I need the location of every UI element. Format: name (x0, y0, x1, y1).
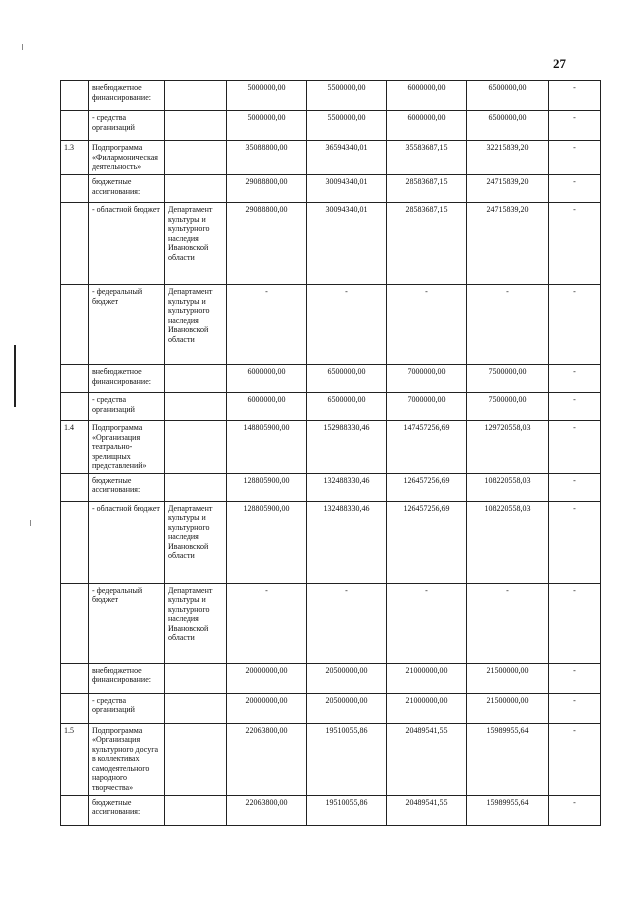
cell-v2: 132488330,46 (307, 473, 387, 501)
cell-name: - федеральный бюджет (89, 583, 165, 663)
cell-v5: - (549, 141, 601, 175)
cell-idx (61, 501, 89, 583)
table-row (61, 111, 601, 141)
cell-idx (61, 81, 89, 111)
cell-v1: 128805900,00 (227, 501, 307, 583)
table-row (61, 393, 601, 421)
cell-idx: 1.3 (61, 141, 89, 175)
cell-v4: 7500000,00 (467, 393, 549, 421)
cell-v2: 132488330,46 (307, 501, 387, 583)
cell-v4: 108220558,03 (467, 473, 549, 501)
table-row (61, 795, 601, 825)
cell-name: Подпрограмма «Филармоническая деятельность» (89, 141, 165, 175)
cell-v2: - (307, 583, 387, 663)
cell-v4: - (467, 285, 549, 365)
cell-v1: 22063800,00 (227, 795, 307, 825)
cell-v4: 6500000,00 (467, 111, 549, 141)
cell-v1: 6000000,00 (227, 393, 307, 421)
cell-v1: 5000000,00 (227, 111, 307, 141)
page-number: 27 (553, 56, 566, 71)
table-row (61, 693, 601, 723)
cell-name: внебюджетное финансирование: (89, 663, 165, 693)
cell-v5: - (549, 795, 601, 825)
cell-v5: - (549, 175, 601, 203)
cell-v1: 5000000,00 (227, 81, 307, 111)
table-row (61, 141, 601, 175)
cell-idx (61, 473, 89, 501)
cell-executor: Департамент культуры и культурного наследия Ивановской области (165, 285, 227, 365)
cell-v1: 148805900,00 (227, 421, 307, 474)
cell-executor (165, 421, 227, 474)
table-row (61, 473, 601, 501)
cell-name: - областной бюджет (89, 501, 165, 583)
cell-v3: 35583687,15 (387, 141, 467, 175)
cell-v2: 36594340,01 (307, 141, 387, 175)
cell-executor (165, 81, 227, 111)
cell-v5: - (549, 285, 601, 365)
cell-executor (165, 141, 227, 175)
cell-idx (61, 111, 89, 141)
cell-v4: 108220558,03 (467, 501, 549, 583)
cell-v3: 28583687,15 (387, 203, 467, 285)
table-row (61, 663, 601, 693)
cell-v4: 6500000,00 (467, 81, 549, 111)
cell-v5: - (549, 663, 601, 693)
cell-v2: - (307, 285, 387, 365)
cell-v2: 5500000,00 (307, 81, 387, 111)
cell-v4: 15989955,64 (467, 795, 549, 825)
cell-v1: - (227, 583, 307, 663)
cell-v3: 7000000,00 (387, 365, 467, 393)
cell-v4: 15989955,64 (467, 723, 549, 795)
cell-idx (61, 393, 89, 421)
cell-v3: 21000000,00 (387, 663, 467, 693)
cell-v3: 7000000,00 (387, 393, 467, 421)
cell-idx: 1.5 (61, 723, 89, 795)
cell-name: Подпрограмма «Организация культурного досуга в коллективах самодеятельного народного творчества» (89, 723, 165, 795)
cell-idx (61, 175, 89, 203)
cell-executor: Департамент культуры и культурного наследия Ивановской области (165, 583, 227, 663)
cell-v4: - (467, 583, 549, 663)
cell-v1: 20000000,00 (227, 693, 307, 723)
cell-v2: 30094340,01 (307, 203, 387, 285)
cell-executor (165, 473, 227, 501)
cell-v4: 21500000,00 (467, 693, 549, 723)
cell-executor (165, 365, 227, 393)
cell-idx (61, 285, 89, 365)
cell-v4: 24715839,20 (467, 175, 549, 203)
cell-v3: - (387, 285, 467, 365)
cell-idx (61, 203, 89, 285)
cell-v5: - (549, 723, 601, 795)
cell-v4: 32215839,20 (467, 141, 549, 175)
cell-name: внебюджетное финансирование: (89, 81, 165, 111)
budget-table (60, 80, 601, 826)
table-row (61, 285, 601, 365)
cell-v5: - (549, 693, 601, 723)
cell-name: Подпрограмма «Организация театрально-зрелищных представлений» (89, 421, 165, 474)
cell-v2: 152988330,46 (307, 421, 387, 474)
cell-v3: 20489541,55 (387, 795, 467, 825)
cell-v2: 19510055,86 (307, 795, 387, 825)
cell-v2: 6500000,00 (307, 365, 387, 393)
cell-v5: - (549, 473, 601, 501)
cell-v1: 35088800,00 (227, 141, 307, 175)
cell-v1: 20000000,00 (227, 663, 307, 693)
cell-name: внебюджетное финансирование: (89, 365, 165, 393)
cell-v5: - (549, 583, 601, 663)
cell-idx (61, 795, 89, 825)
cell-v2: 20500000,00 (307, 693, 387, 723)
table-row (61, 365, 601, 393)
cell-executor (165, 393, 227, 421)
cell-v3: 28583687,15 (387, 175, 467, 203)
cell-v1: - (227, 285, 307, 365)
cell-name: - средства организаций (89, 111, 165, 141)
table-row (61, 583, 601, 663)
cell-v4: 7500000,00 (467, 365, 549, 393)
cell-idx (61, 583, 89, 663)
cell-v5: - (549, 365, 601, 393)
cell-idx: 1.4 (61, 421, 89, 474)
cell-v1: 6000000,00 (227, 365, 307, 393)
scan-margin-mark (30, 520, 31, 526)
cell-v4: 24715839,20 (467, 203, 549, 285)
cell-name: - средства организаций (89, 393, 165, 421)
cell-v1: 128805900,00 (227, 473, 307, 501)
cell-executor (165, 693, 227, 723)
cell-v2: 6500000,00 (307, 393, 387, 421)
cell-idx (61, 365, 89, 393)
cell-v3: 21000000,00 (387, 693, 467, 723)
cell-name: бюджетные ассигнования: (89, 175, 165, 203)
cell-executor (165, 663, 227, 693)
cell-v5: - (549, 421, 601, 474)
table-row (61, 501, 601, 583)
cell-v5: - (549, 501, 601, 583)
cell-v1: 29088800,00 (227, 203, 307, 285)
table-row (61, 421, 601, 474)
cell-v5: - (549, 81, 601, 111)
cell-v2: 5500000,00 (307, 111, 387, 141)
cell-executor (165, 723, 227, 795)
cell-executor (165, 111, 227, 141)
cell-v5: - (549, 111, 601, 141)
cell-executor: Департамент культуры и культурного наследия Ивановской области (165, 203, 227, 285)
cell-name: бюджетные ассигнования: (89, 795, 165, 825)
cell-v4: 129720558,03 (467, 421, 549, 474)
cell-v3: 147457256,69 (387, 421, 467, 474)
cell-v2: 19510055,86 (307, 723, 387, 795)
cell-v5: - (549, 393, 601, 421)
cell-name: - средства организаций (89, 693, 165, 723)
cell-v3: 126457256,69 (387, 501, 467, 583)
table-row (61, 175, 601, 203)
cell-executor (165, 175, 227, 203)
cell-v3: 6000000,00 (387, 81, 467, 111)
cell-name: бюджетные ассигнования: (89, 473, 165, 501)
cell-v3: 20489541,55 (387, 723, 467, 795)
cell-idx (61, 663, 89, 693)
cell-v3: 6000000,00 (387, 111, 467, 141)
cell-v4: 21500000,00 (467, 663, 549, 693)
cell-executor: Департамент культуры и культурного наследия Ивановской области (165, 501, 227, 583)
cell-v2: 20500000,00 (307, 663, 387, 693)
table-row (61, 203, 601, 285)
cell-v1: 22063800,00 (227, 723, 307, 795)
table-row (61, 723, 601, 795)
cell-name: - федеральный бюджет (89, 285, 165, 365)
cell-v2: 30094340,01 (307, 175, 387, 203)
cell-v3: 126457256,69 (387, 473, 467, 501)
scan-margin-mark (22, 44, 23, 50)
cell-v5: - (549, 203, 601, 285)
cell-idx (61, 693, 89, 723)
table-row (61, 81, 601, 111)
cell-v1: 29088800,00 (227, 175, 307, 203)
cell-v3: - (387, 583, 467, 663)
cell-name: - областной бюджет (89, 203, 165, 285)
scan-margin-mark (14, 345, 16, 407)
cell-executor (165, 795, 227, 825)
